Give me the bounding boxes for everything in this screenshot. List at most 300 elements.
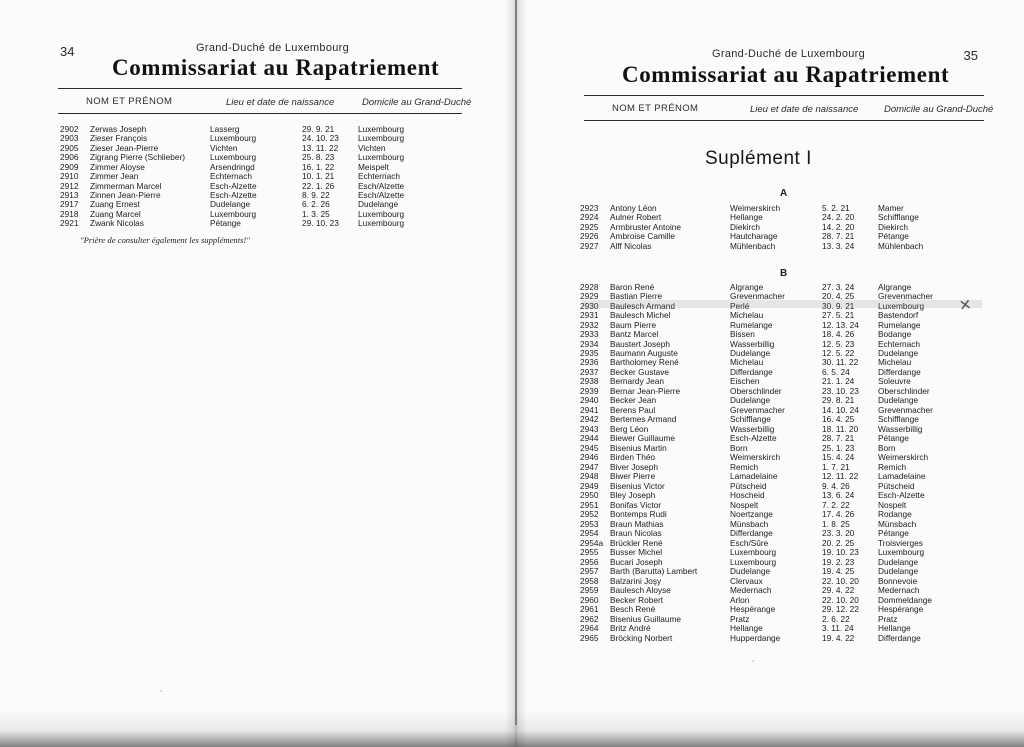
row-domicile: Luxembourg (358, 218, 405, 229)
row-domicile: Bodange (878, 329, 912, 340)
row-name: Zieser Jean-Pierre (90, 142, 159, 153)
row-birthdate: 24. 2. 20 (822, 212, 855, 223)
row-birthplace: Esch-Alzette (210, 189, 257, 200)
row-number: 2941 (580, 404, 599, 415)
table-row (60, 181, 453, 190)
table-row (580, 358, 973, 367)
row-name: Britz André (610, 623, 651, 634)
table-row (580, 310, 973, 319)
row-domicile: Meispelt (358, 161, 389, 172)
left-col-header-domicile: Domicile au Grand-Duché (362, 97, 472, 108)
row-birthplace: Dudelange (730, 566, 771, 577)
row-birthdate: 29. 10. 23 (302, 218, 339, 229)
row-domicile: Schifflange (878, 212, 919, 223)
row-birthdate: 23. 3. 20 (822, 528, 855, 539)
row-number: 2955 (580, 547, 599, 558)
row-name: Zimmerman Marcel (90, 180, 162, 191)
left-masthead: Commissariat au Rapatriement (112, 55, 440, 80)
row-number: 2938 (580, 376, 599, 387)
row-birthplace: Grevenmacher (730, 404, 785, 415)
row-birthdate: 1. 3. 25 (302, 208, 330, 219)
row-number: 2935 (580, 347, 599, 358)
row-birthdate: 29. 12. 22 (822, 604, 859, 615)
row-birthdate: 19. 4. 22 (822, 632, 855, 643)
row-number: 2912 (60, 180, 79, 191)
row-birthdate: 18. 4. 26 (822, 329, 855, 340)
row-domicile: Wasserbillig (878, 423, 923, 434)
left-register-table (60, 124, 453, 228)
row-birthdate: 17. 4. 26 (822, 509, 855, 520)
row-domicile: Mühlenbach (878, 240, 924, 251)
table-row (580, 538, 973, 547)
table-row (580, 623, 973, 632)
row-birthdate: 6. 5. 24 (822, 366, 850, 377)
row-birthplace: Wasserbillig (730, 338, 775, 349)
row-domicile: Esch/Alzette (358, 180, 405, 191)
row-name: Zieser François (90, 133, 148, 144)
row-birthdate: 18. 11. 20 (822, 423, 859, 434)
row-name: Bernar Jean-Pierre (610, 385, 681, 396)
row-birthplace: Weimerskirch (730, 452, 781, 463)
table-row (580, 595, 973, 604)
row-number: 2947 (580, 461, 599, 472)
row-birthplace: Dudelange (730, 347, 771, 358)
row-domicile: Differdange (878, 366, 921, 377)
row-birthdate: 23. 10. 23 (822, 385, 859, 396)
row-birthdate: 29. 4. 22 (822, 585, 855, 596)
table-row (60, 133, 453, 142)
row-domicile: Pétange (878, 433, 909, 444)
table-row (580, 633, 973, 642)
table-row (580, 472, 973, 481)
table-row (580, 405, 973, 414)
row-name: Baulesch Michel (610, 310, 671, 321)
row-domicile: Schifflange (878, 414, 919, 425)
table-row (580, 396, 973, 405)
row-number: 2926 (580, 231, 599, 242)
row-birthdate: 30. 11. 22 (822, 357, 859, 368)
table-row (60, 200, 453, 209)
row-domicile: Weimerskirch (878, 452, 929, 463)
row-birthplace: Vichten (210, 142, 238, 153)
row-birthplace: Luxembourg (730, 556, 777, 567)
row-number: 2961 (580, 604, 599, 615)
right-register-table-a (580, 203, 973, 250)
row-domicile: Dommeldange (878, 594, 932, 605)
right-header-rule-top (584, 95, 984, 96)
row-birthplace: Echternach (210, 171, 252, 182)
table-row (580, 462, 973, 471)
right-header-rule-bottom (584, 120, 984, 121)
row-number: 2932 (580, 319, 599, 330)
row-number: 2924 (580, 212, 599, 223)
row-number: 2946 (580, 452, 599, 463)
row-name: Bernardy Jean (610, 376, 664, 387)
table-row (580, 377, 973, 386)
row-name: Baumann Auguste (610, 347, 678, 358)
row-birthdate: 9. 4. 26 (822, 480, 850, 491)
row-birthdate: 1. 8. 25 (822, 518, 850, 529)
row-name: Alff Nicolas (610, 240, 652, 251)
left-header-rule-top (58, 88, 462, 89)
row-birthplace: Rumelange (730, 319, 773, 330)
section-letter-b: B (780, 268, 788, 279)
row-birthplace: Pütscheid (730, 480, 767, 491)
row-domicile: Troisvierges (878, 537, 923, 548)
row-number: 2952 (580, 509, 599, 520)
table-row (580, 231, 973, 240)
row-name: Bisenius Martin (610, 442, 667, 453)
row-birthdate: 29. 9. 21 (302, 123, 335, 134)
row-name: Birden Théo (610, 452, 656, 463)
row-birthplace: Luxembourg (210, 208, 257, 219)
table-row (60, 190, 453, 199)
table-row (580, 367, 973, 376)
row-birthdate: 25. 1. 23 (822, 442, 855, 453)
row-name: Bastian Pierre (610, 291, 663, 302)
row-number: 2909 (60, 161, 79, 172)
row-name: Bontemps Rudi (610, 509, 667, 520)
row-birthplace: Diekirch (730, 221, 760, 232)
right-masthead: Commissariat au Rapatriement (622, 62, 950, 87)
right-register-table-b (580, 282, 973, 642)
row-birthplace: Dudelange (210, 199, 251, 210)
row-number: 2903 (60, 133, 79, 144)
row-birthdate: 19. 4. 25 (822, 566, 855, 577)
table-row (60, 152, 453, 161)
left-page-number: 34 (60, 44, 75, 59)
row-domicile: Nospelt (878, 499, 907, 510)
row-number: 2906 (60, 152, 79, 163)
row-birthdate: 27. 5. 21 (822, 310, 855, 321)
row-name: Bonifas Victor (610, 499, 662, 510)
row-birthplace: Esch-Alzette (730, 433, 777, 444)
row-name: Ambroise Camille (610, 231, 676, 242)
row-birthdate: 22. 10. 20 (822, 594, 859, 605)
table-row (580, 339, 973, 348)
row-birthdate: 12. 5. 22 (822, 347, 855, 358)
row-domicile: Remich (878, 461, 907, 472)
row-birthplace: Lamadelaine (730, 471, 778, 482)
row-number: 2960 (580, 594, 599, 605)
table-row (580, 529, 973, 538)
row-birthplace: Weimerskirch (730, 202, 781, 213)
row-domicile: Münsbach (878, 518, 917, 529)
row-birthplace: Hoscheid (730, 490, 765, 501)
right-col-header-domicile: Domicile au Grand-Duché (884, 104, 994, 115)
table-row (580, 500, 973, 509)
row-number: 2931 (580, 310, 599, 321)
row-domicile: Born (878, 442, 896, 453)
row-domicile: Pétange (878, 231, 909, 242)
row-name: Bucari Joseph (610, 556, 663, 567)
table-row (60, 219, 453, 228)
row-domicile: Esch-Alzette (878, 490, 925, 501)
table-row (580, 604, 973, 613)
row-name: Becker Jean (610, 395, 657, 406)
highlighted-row-marker (580, 300, 982, 311)
row-name: Zwank Nicolas (90, 218, 144, 229)
row-name: Becker Robert (610, 594, 664, 605)
row-domicile: Echternach (358, 171, 400, 182)
row-birthplace: Pratz (730, 613, 750, 624)
row-domicile: Esch/Alzette (358, 189, 405, 200)
row-name: Baum Pierre (610, 319, 657, 330)
row-birthplace: Luxembourg (730, 547, 777, 558)
row-birthplace: Medernach (730, 585, 772, 596)
row-birthdate: 12. 11. 22 (822, 471, 859, 482)
row-domicile: Pratz (878, 613, 898, 624)
row-number: 2951 (580, 499, 599, 510)
table-row (580, 424, 973, 433)
table-row (60, 171, 453, 180)
row-birthdate: 15. 4. 24 (822, 452, 855, 463)
right-page-number: 35 (963, 48, 978, 63)
row-domicile: Algrange (878, 281, 912, 292)
row-name: Berg Léon (610, 423, 649, 434)
row-birthplace: Oberschlinder (730, 385, 782, 396)
row-birthplace: Münsbach (730, 518, 769, 529)
table-row (580, 282, 973, 291)
row-birthplace: Hupperdange (730, 632, 781, 643)
row-domicile: Lamadelaine (878, 471, 926, 482)
row-birthdate: 12. 5. 23 (822, 338, 855, 349)
row-name: Zuang Ernest (90, 199, 140, 210)
row-domicile: Luxembourg (358, 133, 405, 144)
row-birthdate: 6. 2. 26 (302, 199, 330, 210)
row-domicile: Bastendorf (878, 310, 919, 321)
row-number: 2927 (580, 240, 599, 251)
row-birthdate: 22. 1. 26 (302, 180, 335, 191)
row-birthplace: Hautcharage (730, 231, 778, 242)
row-birthdate: 13. 3. 24 (822, 240, 855, 251)
row-domicile: Bonnevoie (878, 575, 918, 586)
row-name: Zinnen Jean-Pierre (90, 189, 161, 200)
right-kicker: Grand-Duché de Luxembourg (712, 48, 866, 60)
row-name: Barth (Barutta) Lambert (610, 566, 698, 577)
row-domicile: Dudelange (878, 395, 919, 406)
row-birthplace: Noertzange (730, 509, 773, 520)
row-domicile: Echternach (878, 338, 920, 349)
table-row (60, 143, 453, 152)
row-birthdate: 1. 7. 21 (822, 461, 850, 472)
row-birthplace: Nospelt (730, 499, 759, 510)
row-domicile: Dudelange (878, 556, 919, 567)
row-number: 2917 (60, 199, 79, 210)
right-page (512, 0, 1024, 747)
table-row (580, 614, 973, 623)
table-row (580, 329, 973, 338)
row-domicile: Rumelange (878, 319, 921, 330)
row-name: Biwer Pierre (610, 471, 656, 482)
row-number: 2953 (580, 518, 599, 529)
row-name: Braun Mathias (610, 518, 664, 529)
row-number: 2957 (580, 566, 599, 577)
row-domicile: Dudelange (358, 199, 399, 210)
row-domicile: Grevenmacher (878, 404, 933, 415)
row-birthplace: Eischen (730, 376, 760, 387)
table-row (580, 548, 973, 557)
row-birthdate: 24. 10. 23 (302, 133, 339, 144)
row-name: Baron René (610, 281, 655, 292)
row-number: 2954 (580, 528, 599, 539)
row-number: 2965 (580, 632, 599, 643)
right-col-header-birth: Lieu et date de naissance (750, 104, 859, 115)
row-birthplace: Arlon (730, 594, 750, 605)
row-number: 2962 (580, 613, 599, 624)
left-header-rule-bottom (58, 113, 462, 114)
row-name: Biver Joseph (610, 461, 658, 472)
table-row (580, 434, 973, 443)
row-birthdate: 20. 2. 25 (822, 537, 855, 548)
row-number: 2929 (580, 291, 599, 302)
row-name: Bantz Marcel (610, 329, 659, 340)
row-birthplace: Pétange (210, 218, 241, 229)
row-birthdate: 19. 2. 23 (822, 556, 855, 567)
row-domicile: Soleuvre (878, 376, 911, 387)
row-birthplace: Mühlenbach (730, 240, 776, 251)
section-letter-a: A (780, 188, 788, 199)
row-number: 2913 (60, 189, 79, 200)
row-number: 2964 (580, 623, 599, 634)
row-number: 2930 (580, 300, 599, 311)
row-name: Biewer Guillaume (610, 433, 676, 444)
row-number: 2959 (580, 585, 599, 596)
row-birthplace: Dudelange (730, 395, 771, 406)
row-name: Bartholomey René (610, 357, 679, 368)
row-birthdate: 2. 6. 22 (822, 613, 850, 624)
table-row (580, 212, 973, 221)
row-number: 2940 (580, 395, 599, 406)
row-number: 2918 (60, 208, 79, 219)
table-row (580, 481, 973, 490)
row-birthplace: Perlé (730, 300, 750, 311)
row-name: Bröcking Norbert (610, 632, 673, 643)
row-name: Zuang Marcel (90, 208, 141, 219)
right-col-header-name: NOM ET PRÉNOM (612, 103, 699, 114)
row-name: Zimmer Aloyse (90, 161, 145, 172)
row-name: Balzarini Joşy (610, 575, 662, 586)
row-name: Baustert Joseph (610, 338, 670, 349)
table-row (60, 162, 453, 171)
row-number: 2925 (580, 221, 599, 232)
row-name: Berens Paul (610, 404, 656, 415)
row-domicile: Diekirch (878, 221, 908, 232)
row-birthplace: Differdange (730, 528, 773, 539)
row-birthplace: Michelau (730, 310, 764, 321)
row-number: 2945 (580, 442, 599, 453)
row-number: 2928 (580, 281, 599, 292)
table-row (60, 124, 453, 133)
row-domicile: Dudelange (878, 566, 919, 577)
row-number: 2910 (60, 171, 79, 182)
row-birthplace: Esch-Alzette (210, 180, 257, 191)
row-number: 2956 (580, 556, 599, 567)
row-number: 2950 (580, 490, 599, 501)
row-birthplace: Algrange (730, 281, 764, 292)
scan-speck (160, 690, 162, 692)
row-birthdate: 13. 6. 24 (822, 490, 855, 501)
row-domicile: Pétange (878, 528, 909, 539)
row-name: Braun Nicolas (610, 528, 662, 539)
row-birthdate: 3. 11. 24 (822, 623, 854, 634)
row-number: 2933 (580, 329, 599, 340)
row-birthplace: Grevenmacher (730, 291, 785, 302)
row-birthdate: 28. 7. 21 (822, 231, 855, 242)
table-row (580, 557, 973, 566)
row-domicile: Luxembourg (878, 547, 925, 558)
table-row (580, 567, 973, 576)
table-row (580, 386, 973, 395)
row-name: Becker Gustave (610, 366, 670, 377)
row-domicile: Pütscheid (878, 480, 915, 491)
pencil-check-mark: ✕ (957, 296, 973, 315)
row-number: 2954a (580, 537, 604, 548)
row-birthplace: Differdange (730, 366, 773, 377)
row-name: Brückler René (610, 537, 663, 548)
row-name: Bertemes Armand (610, 414, 677, 425)
row-domicile: Luxembourg (358, 152, 405, 163)
table-row (580, 443, 973, 452)
table-row (580, 586, 973, 595)
row-birthdate: 27. 3. 24 (822, 281, 855, 292)
row-name: Busser Michel (610, 547, 663, 558)
row-birthdate: 19. 10. 23 (822, 547, 859, 558)
row-number: 2902 (60, 123, 79, 134)
row-birthdate: 16. 1. 22 (302, 161, 335, 172)
row-birthdate: 21. 1. 24 (822, 376, 855, 387)
scan-speck (752, 660, 754, 662)
row-birthplace: Wasserbillig (730, 423, 775, 434)
row-birthplace: Luxembourg (210, 152, 257, 163)
row-birthplace: Hellange (730, 212, 763, 223)
left-col-header-name: NOM ET PRÉNOM (86, 96, 173, 107)
row-birthplace: Bissen (730, 329, 755, 340)
row-domicile: Dudelange (878, 347, 919, 358)
row-domicile: Medernach (878, 585, 920, 596)
table-row (580, 320, 973, 329)
row-birthdate: 20. 4. 25 (822, 291, 855, 302)
row-number: 2923 (580, 202, 599, 213)
row-birthplace: Clervaux (730, 575, 763, 586)
row-number: 2936 (580, 357, 599, 368)
table-row (580, 510, 973, 519)
row-name: Antony Léon (610, 202, 657, 213)
row-domicile: Michelau (878, 357, 912, 368)
table-row (580, 453, 973, 462)
row-birthplace: Hellange (730, 623, 763, 634)
row-birthplace: Esch/Sûre (730, 537, 769, 548)
row-birthdate: 22. 10. 20 (822, 575, 859, 586)
row-domicile: Differdange (878, 632, 921, 643)
row-number: 2934 (580, 338, 599, 349)
row-domicile: Luxembourg (358, 123, 405, 134)
row-domicile: Hellange (878, 623, 911, 634)
row-number: 2905 (60, 142, 79, 153)
left-footnote: "Prière de consulter également les suppléments!" (80, 235, 250, 245)
row-birthdate: 25. 8. 23 (302, 152, 335, 163)
table-row (580, 241, 973, 250)
row-birthdate: 10. 1. 21 (302, 171, 335, 182)
row-domicile: Grevenmacher (878, 291, 933, 302)
row-number: 2937 (580, 366, 599, 377)
table-row (580, 222, 973, 231)
row-birthdate: 5. 2. 21 (822, 202, 850, 213)
row-name: Bisenius Victor (610, 480, 665, 491)
row-number: 2949 (580, 480, 599, 491)
row-number: 2921 (60, 218, 79, 229)
row-name: Aulner Robert (610, 212, 662, 223)
